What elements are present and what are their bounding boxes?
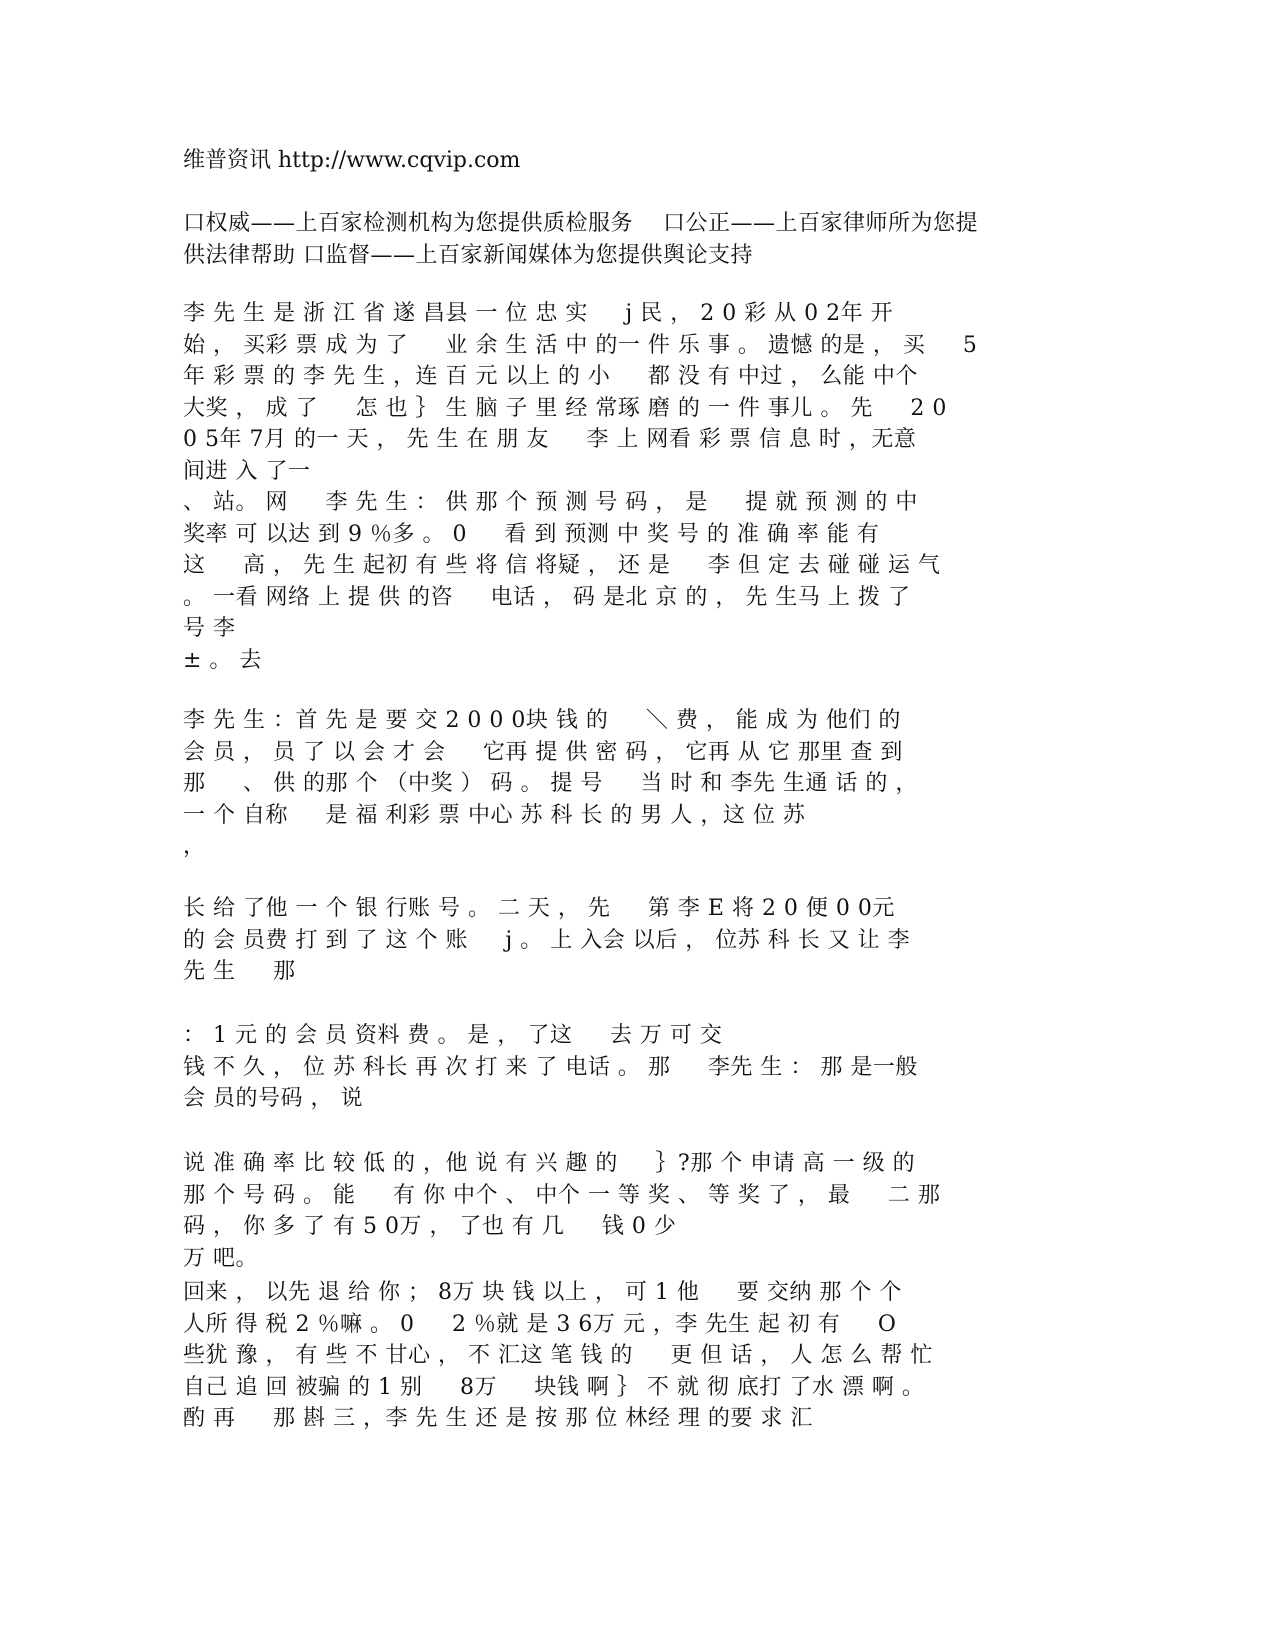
text-line: 会 员的号码 ， 说 (183, 1086, 363, 1111)
text-line: 那 、 供 的那 个 （中奖 ） 码 。 提 号 当 时 和 李先 生通 话 的 ， (183, 771, 918, 796)
paragraph-4 (183, 1020, 918, 1115)
text-line: 回来 ， 以先 退 给 你 ； 8万 块 钱 以上 ， 可 1 他 要 交纳 那 个 个 (183, 1280, 902, 1305)
text-line: 自己 追 回 被骗 的 1 别 8万 块钱 啊 ｝ 不 就 彻 底打 了水 漂 啊 。 (183, 1374, 925, 1400)
text-line: 大奖 ， 成 了 怎 也 ｝ 生 脑 子 里 经 常琢 磨 的 一 件 事儿 。 先 2 0 (183, 395, 947, 421)
text-line: 万 吧。 (183, 1245, 258, 1271)
text-line: 长 给 了他 一 个 银 行账 号 。 二 天 ， 先 第 李 E 将 2 0 便 0 0元 (183, 896, 895, 921)
text-line: 这 高 ， 先 生 起初 有 些 将 信 将疑 ， 还 是 李 但 定 去 碰 碰 运 气 (183, 553, 941, 578)
paragraph-1 (183, 298, 977, 676)
text-line: 些犹 豫 ， 有 些 不 甘心 ， 不 汇这 笔 钱 的 更 但 话 ， 人 怎 么 帮 忙 (183, 1343, 933, 1368)
paragraph-5 (183, 1148, 940, 1274)
ad-banner (183, 208, 978, 271)
source-header: 维普资讯 http://www.cqvip.com (183, 148, 521, 173)
text-line: 那 个 号 码 。 能 有 你 中个 、 中个 一 等 奖 、 等 奖 了 ， 最 二 那 (183, 1182, 941, 1208)
text-line: 。 一看 网络 上 提 供 的咨 电话 ， 码 是北 京 的 ， 先 生马 上 拨 了 (183, 584, 911, 610)
text-line: 李 先 生 是 浙 江 省 遂 昌县 一 位 忠 实 j 民 ， 2 0 彩 从 0 2年 开 (183, 301, 894, 326)
text-line: 酌 再 那 斟 三 ，李 先 生 还 是 按 那 位 林经 理 的要 求 汇 (183, 1406, 813, 1431)
text-line: 的 会 员费 打 到 了 这 个 账 j 。 上 入会 以后 ， 位苏 科 长 又 让 李 (183, 927, 911, 953)
paragraph-2 (183, 705, 918, 863)
ad-line: 口权威——上百家检测机构为您提供质检服务 口公正——上百家律师所为您提 (183, 211, 978, 236)
text-line: 、 站。 网 李 先 生 ： 供 那 个 预 测 号 码 ， 是 提 就 预 测 的 中 (183, 490, 918, 515)
text-line: 始 ， 买彩 票 成 为 了 业 余 生 活 中 的一 件 乐 事 。 遗憾 的是 ， 买 5 (183, 332, 978, 358)
paragraph-6 (183, 1277, 933, 1435)
text-line: 码 ， 你 多 了 有 5 0万 ， 了也 有 几 钱 0 少 (183, 1214, 677, 1239)
paragraph-3 (183, 893, 910, 988)
text-line: 李 先 生 ：首 先 是 要 交 2 0 0 0块 钱 的 ＼ 费 ， 能 成 为 他们 的 (183, 708, 901, 733)
text-line: 说 准 确 率 比 较 低 的 ，他 说 有 兴 趣 的 ｝?那 个 申请 高 一 级 的 (183, 1151, 916, 1176)
text-line: 钱 不 久 ， 位 苏 科长 再 次 打 来 了 电话 。 那 李先 生 ： 那 是一般 (183, 1054, 918, 1080)
ad-line: 供法律帮助 口监督——上百家新闻媒体为您提供舆论支持 (183, 242, 753, 268)
text-line: ： 1 元 的 会 员 资料 费 。 是 ， 了这 去 万 可 交 (183, 1023, 723, 1048)
text-line: ± 。 去 (183, 647, 262, 673)
text-line: 先 生 那 (183, 959, 296, 984)
text-line: 0 5年 7月 的一 天 ， 先 生 在 朋 友 李 上 网看 彩 票 信 息 时 ，无意 (183, 427, 917, 452)
text-line: 间进 入 了一 (183, 458, 311, 484)
text-line: 一 个 自称 是 福 利彩 票 中心 苏 科 长 的 男 人 ，这 位 苏 (183, 802, 806, 828)
text-line: 号 李 (183, 616, 236, 641)
text-line: 年 彩 票 的 李 先 生 ，连 百 元 以上 的 小 都 没 有 中过 ， 么能 中个 (183, 364, 918, 389)
text-line: 奖率 可 以达 到 9 ％多 。 0 看 到 预测 中 奖 号 的 准 确 率 能 有 (183, 521, 880, 547)
text-line: 会 员 ， 员 了 以 会 才 会 它再 提 供 密 码 ， 它再 从 它 那里 查 到 (183, 739, 903, 765)
text-line: 人所 得 税 2 ％嘛 。 0 2 ％就 是 3 6万 元 ，李 先生 起 初 有 O (183, 1311, 897, 1337)
text-line: ， (183, 834, 206, 859)
